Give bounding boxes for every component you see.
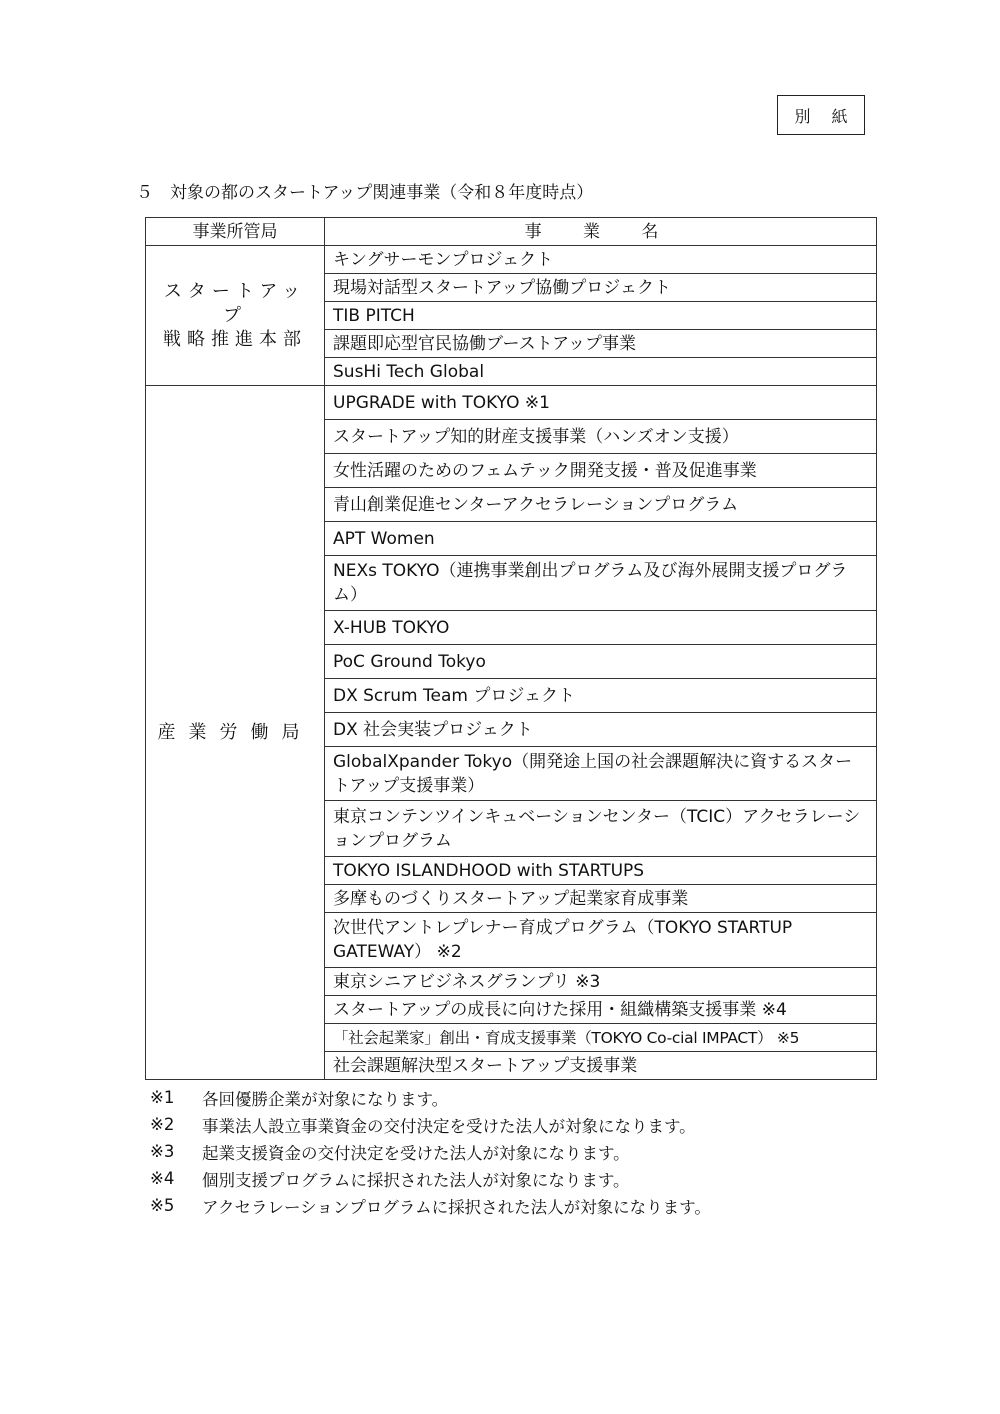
footnote-text: 各回優勝企業が対象になります。: [202, 1089, 449, 1109]
section-heading: ５ 対象の都のスタートアップ関連事業（令和８年度時点）: [136, 183, 594, 203]
footnote-mark: ※5: [150, 1196, 175, 1215]
footnote-mark: ※3: [150, 1142, 175, 1161]
footnote-text: 事業法人設立事業資金の交付決定を受けた法人が対象になります。: [202, 1116, 696, 1136]
table-row: [146, 386, 877, 420]
project-cell: SusHi Tech Global: [325, 358, 877, 386]
project-cell: DX 社会実装プロジェクト: [325, 713, 877, 747]
project-cell: 青山創業促進センターアクセラレーションプログラム: [325, 488, 877, 522]
footnote-4: [150, 1165, 711, 1192]
dept-line: 産業労働局: [157, 721, 313, 743]
footnote-mark: ※2: [150, 1115, 175, 1134]
project-cell: キングサーモンプロジェクト: [325, 246, 877, 274]
footnote-mark: ※1: [150, 1088, 175, 1107]
table-row: [146, 246, 877, 274]
footnote-text: アクセラレーションプログラムに採択された法人が対象になります。: [202, 1197, 711, 1217]
project-cell: NEXs TOKYO（連携事業創出プログラム及び海外展開支援プログラム）: [325, 556, 877, 611]
footnote-2: [150, 1111, 711, 1138]
project-cell: TIB PITCH: [325, 302, 877, 330]
project-table: [145, 217, 877, 1080]
project-cell: 女性活躍のためのフェムテック開発支援・普及促進事業: [325, 454, 877, 488]
dept-line: 戦略推進本部: [163, 328, 307, 350]
header-project-name: 事 業 名: [325, 218, 877, 246]
table-header-row: [146, 218, 877, 246]
footnote-5: [150, 1192, 711, 1219]
dept-cell-industry-labor: [146, 386, 325, 1080]
footnote-text: 起業支援資金の交付決定を受けた法人が対象になります。: [202, 1143, 630, 1163]
project-cell: APT Women: [325, 522, 877, 556]
project-cell: UPGRADE with TOKYO ※1: [325, 386, 877, 420]
project-cell: 次世代アントレプレナー育成プログラム（TOKYO STARTUP GATEWAY） ※2: [325, 913, 877, 968]
project-cell: GlobalXpander Tokyo（開発途上国の社会課題解決に資するスタートアップ支援事業）: [325, 747, 877, 801]
project-cell: スタートアップの成長に向けた採用・組織構築支援事業 ※4: [325, 996, 877, 1024]
header-dept: 事業所管局: [146, 218, 325, 246]
project-cell: TOKYO ISLANDHOOD with STARTUPS: [325, 857, 877, 885]
dept-cell-startup-strategy: [146, 246, 325, 386]
project-cell: 現場対話型スタートアップ協働プロジェクト: [325, 274, 877, 302]
footnote-1: [150, 1084, 711, 1111]
project-cell: 社会課題解決型スタートアップ支援事業: [325, 1052, 877, 1080]
footnote-mark: ※4: [150, 1169, 175, 1188]
project-cell: PoC Ground Tokyo: [325, 645, 877, 679]
project-cell: 東京シニアビジネスグランプリ ※3: [325, 968, 877, 996]
project-cell: 課題即応型官民協働ブーストアップ事業: [325, 330, 877, 358]
project-cell: DX Scrum Team プロジェクト: [325, 679, 877, 713]
attachment-stamp: 別 紙: [777, 95, 865, 135]
project-cell: 東京コンテンツインキュベーションセンター（TCIC）アクセラレーションプログラム: [325, 801, 877, 857]
project-cell: 多摩ものづくりスタートアップ起業家育成事業: [325, 885, 877, 913]
footnotes: [150, 1084, 711, 1219]
dept-line: スタートアップ: [163, 280, 307, 326]
project-cell: X-HUB TOKYO: [325, 611, 877, 645]
project-cell: 「社会起業家」創出・育成支援事業（TOKYO Co-cial IMPACT） ※5: [325, 1024, 877, 1052]
footnote-text: 個別支援プログラムに採択された法人が対象になります。: [202, 1170, 630, 1190]
project-cell: スタートアップ知的財産支援事業（ハンズオン支援）: [325, 420, 877, 454]
footnote-3: [150, 1138, 711, 1165]
